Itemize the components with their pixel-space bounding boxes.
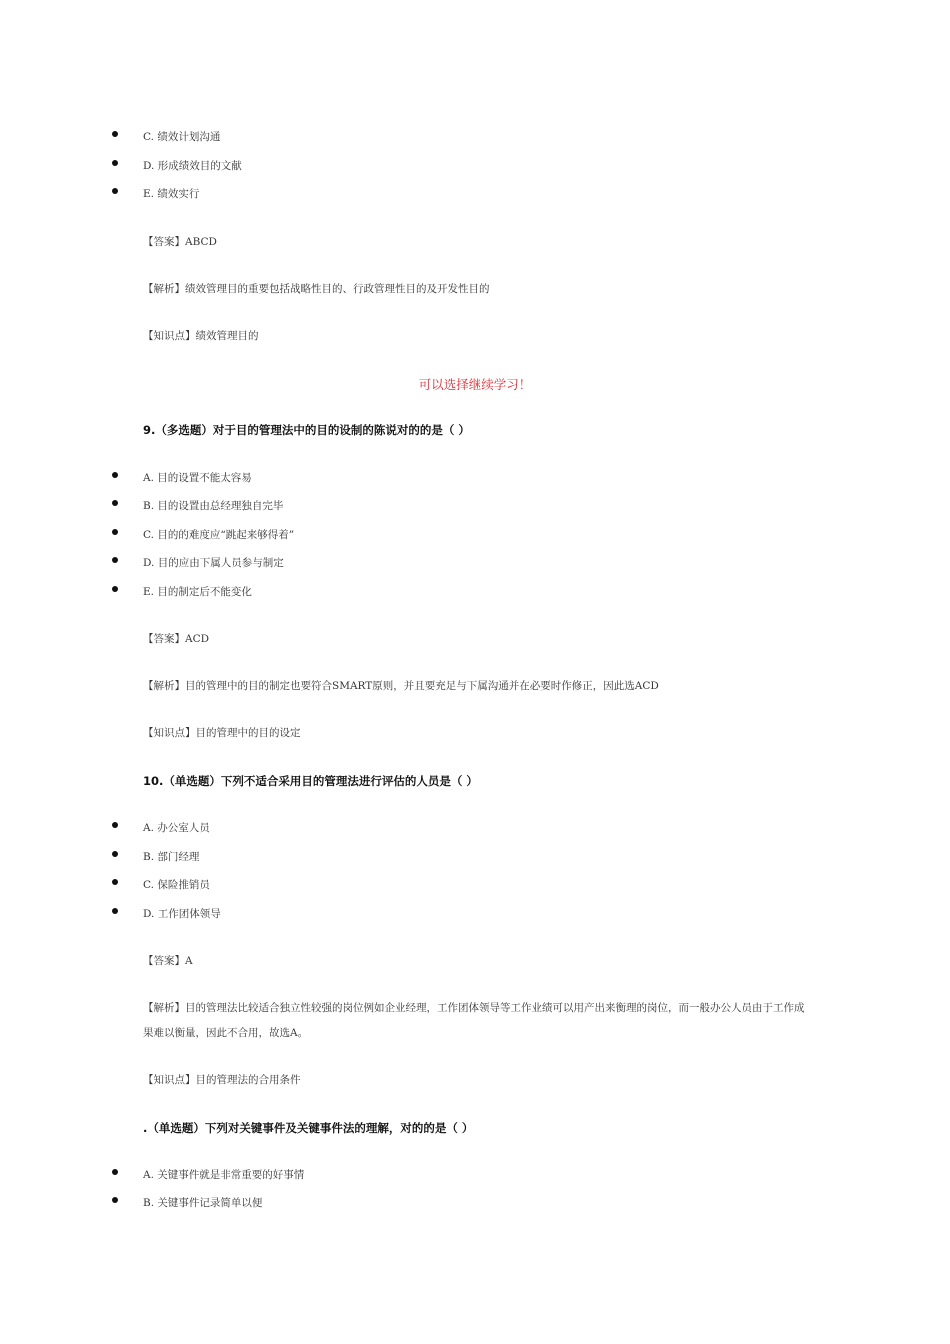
q10-option-c: C. 保险推销员 [143, 879, 210, 891]
analysis: 【解析】绩效管理目的重要包括战略性目的、行政管理性目的及开发性目的 [143, 283, 490, 295]
bullet-icon [112, 908, 118, 914]
continue-learning-notice: 可以选择继续学习！ [418, 377, 532, 392]
q10-analysis: 【解析】目的管理法比较适合独立性较强的岗位例如企业经理，工作团体领导等工作业绩可以用产出来衡理的岗位，而一般办公人员由于工作成果难以衡量，因此不合用，故选A。 [143, 1002, 805, 1039]
bullet-icon [112, 160, 118, 166]
q10-option-b: B. 部门经理 [143, 851, 200, 863]
q10-answer: 【答案】A [143, 955, 193, 967]
question-10-title: 10.（单选题）下列不适合采用目的管理法进行评估的人员是（ ） [143, 774, 478, 788]
q9-option-e: E. 目的制定后不能变化 [143, 586, 252, 598]
q9-analysis: 【解析】目的管理中的目的制定也要符合SMART原则，并且要充足与下属沟通并在必要时作修正，因此选ACD [143, 680, 659, 692]
q10-option-a: A. 办公室人员 [143, 822, 210, 834]
bullet-icon [112, 851, 118, 857]
q9-option-b: B. 目的设置由总经理独自完毕 [143, 500, 284, 512]
question-9-title: 9.（多选题）对于目的管理法中的目的设制的陈说对的的是（ ） [143, 423, 470, 437]
bullet-icon [112, 1169, 118, 1175]
bullet-icon [112, 131, 118, 137]
bullet-icon [112, 1197, 118, 1203]
q9-option-a: A. 目的设置不能太容易 [143, 472, 252, 484]
option-c: C. 绩效计划沟通 [143, 131, 221, 143]
option-e: E. 绩效实行 [143, 188, 200, 200]
bullet-icon [112, 879, 118, 885]
q9-option-c: C. 目的的难度应“跳起来够得着” [143, 529, 295, 541]
q11-option-b: B. 关键事件记录简单以便 [143, 1197, 263, 1209]
q11-option-a: A. 关键事件就是非常重要的好事情 [143, 1169, 305, 1181]
bullet-icon [112, 472, 118, 478]
bullet-icon [112, 586, 118, 592]
answer: 【答案】ABCD [143, 236, 217, 248]
bullet-icon [112, 557, 118, 563]
q10-knowledge-point: 【知识点】目的管理法的合用条件 [143, 1074, 301, 1086]
bullet-icon [112, 500, 118, 506]
option-d: D. 形成绩效目的文献 [143, 160, 242, 172]
bullet-icon [112, 529, 118, 535]
question-11-title: .（单选题）下列对关键事件及关键事件法的理解，对的的是（ ） [143, 1121, 474, 1135]
q9-option-d: D. 目的应由下属人员参与制定 [143, 557, 284, 569]
bullet-icon [112, 822, 118, 828]
bullet-icon [112, 188, 118, 194]
q9-knowledge-point: 【知识点】目的管理中的目的设定 [143, 727, 301, 739]
q10-option-d: D. 工作团体领导 [143, 908, 221, 920]
q9-answer: 【答案】ACD [143, 633, 210, 645]
knowledge-point: 【知识点】绩效管理目的 [143, 330, 259, 342]
